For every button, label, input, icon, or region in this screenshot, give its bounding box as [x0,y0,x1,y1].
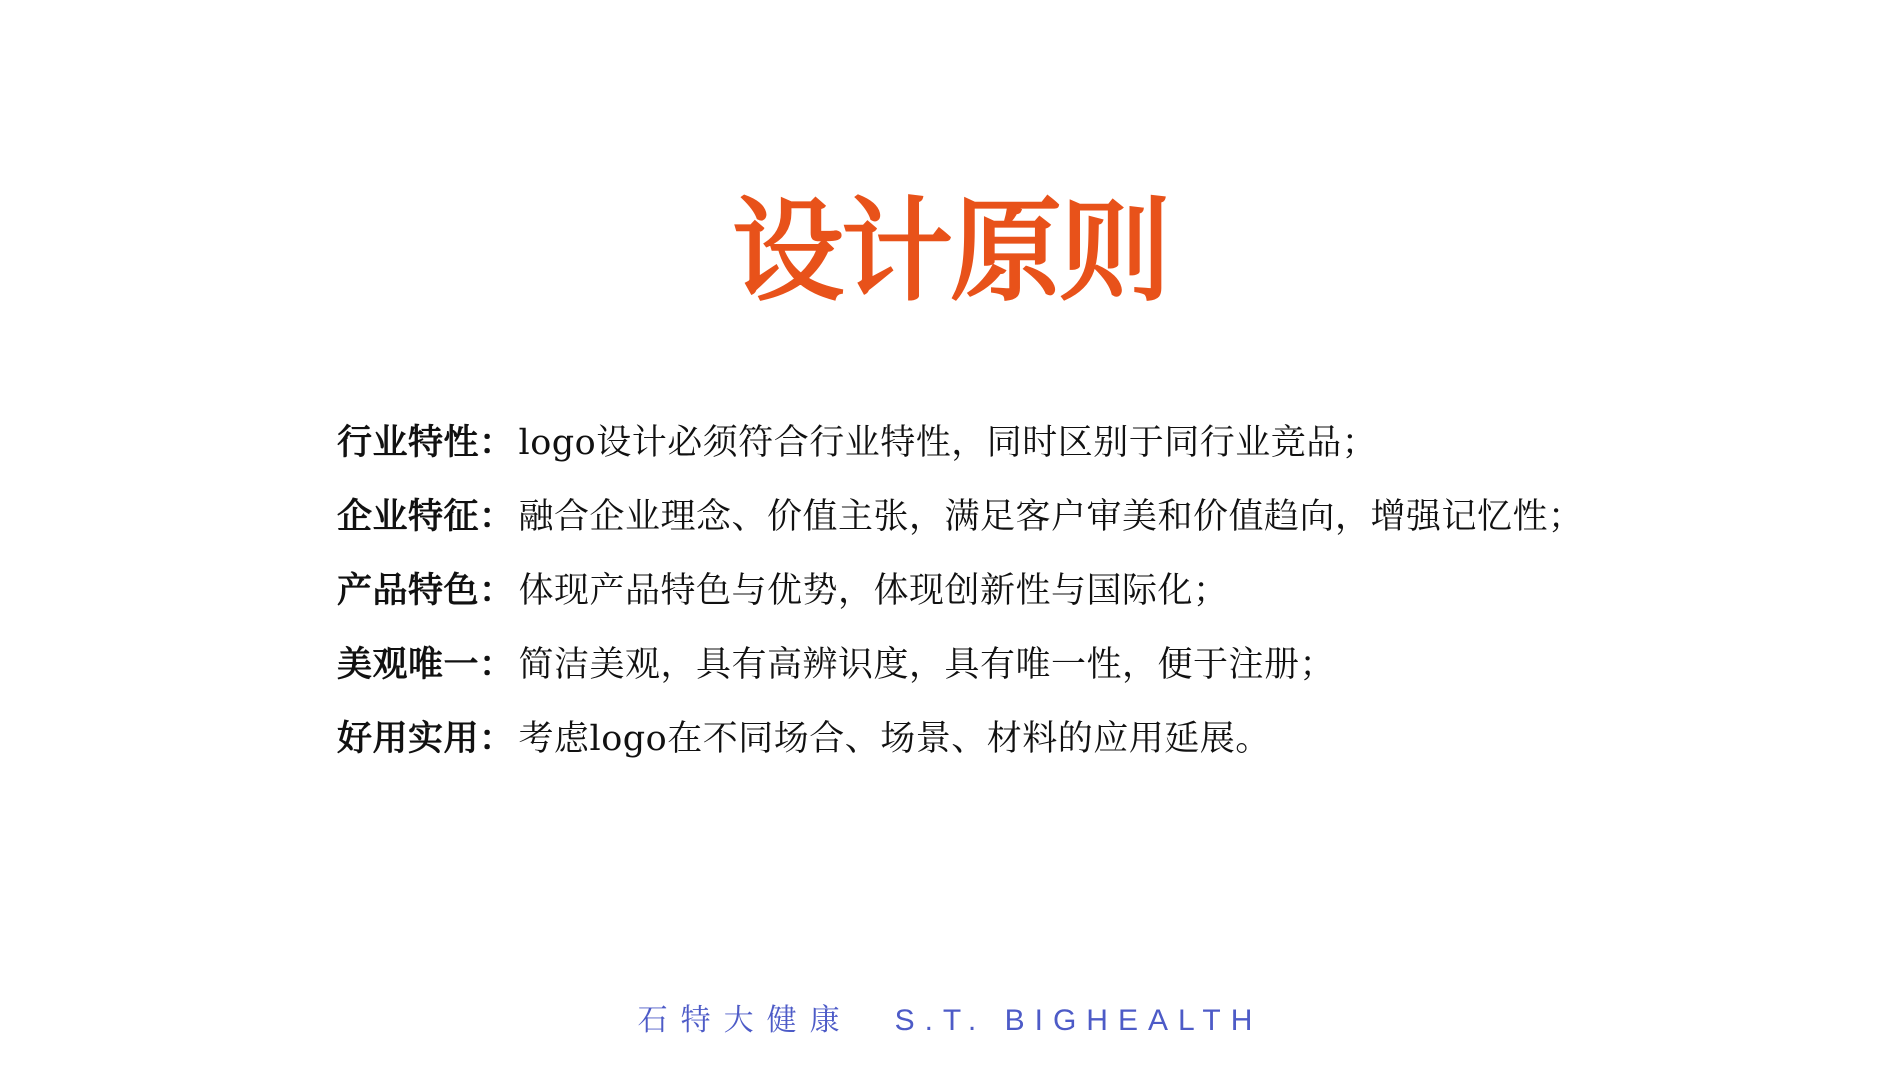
principle-label: 美观唯一： [337,644,515,686]
brand-name-chinese: 石特大健康 [637,1004,853,1037]
brand-footer [0,1006,1900,1036]
principle-label: 企业特征： [337,496,515,538]
principle-row-aesthetic [337,646,1667,684]
principle-label: 好用实用： [337,718,515,760]
principle-row-practical [337,720,1667,758]
principle-label: 产品特色： [337,570,515,612]
principle-desc: logo设计必须符合行业特性，同时区别于同行业竞品； [518,423,1378,463]
principle-row-enterprise [337,498,1667,536]
principle-desc: 简洁美观，具有高辨识度，具有唯一性，便于注册； [518,645,1336,686]
principle-desc: 融合企业理念、价值主张，满足客户审美和价值趋向，增强记忆性； [518,497,1584,538]
principles-list [337,424,1667,794]
principle-row-product [337,572,1667,610]
brand-name-english: S.T. BIGHEALTH [894,1004,1263,1037]
page-title: 设计原则 [732,189,1168,314]
principle-desc: 考虑logo在不同场合、场景、材料的应用延展。 [518,719,1271,760]
principle-row-industry [337,424,1667,462]
principle-label: 行业特性： [337,422,515,463]
principle-desc: 体现产品特色与优势，体现创新性与国际化； [518,571,1229,612]
